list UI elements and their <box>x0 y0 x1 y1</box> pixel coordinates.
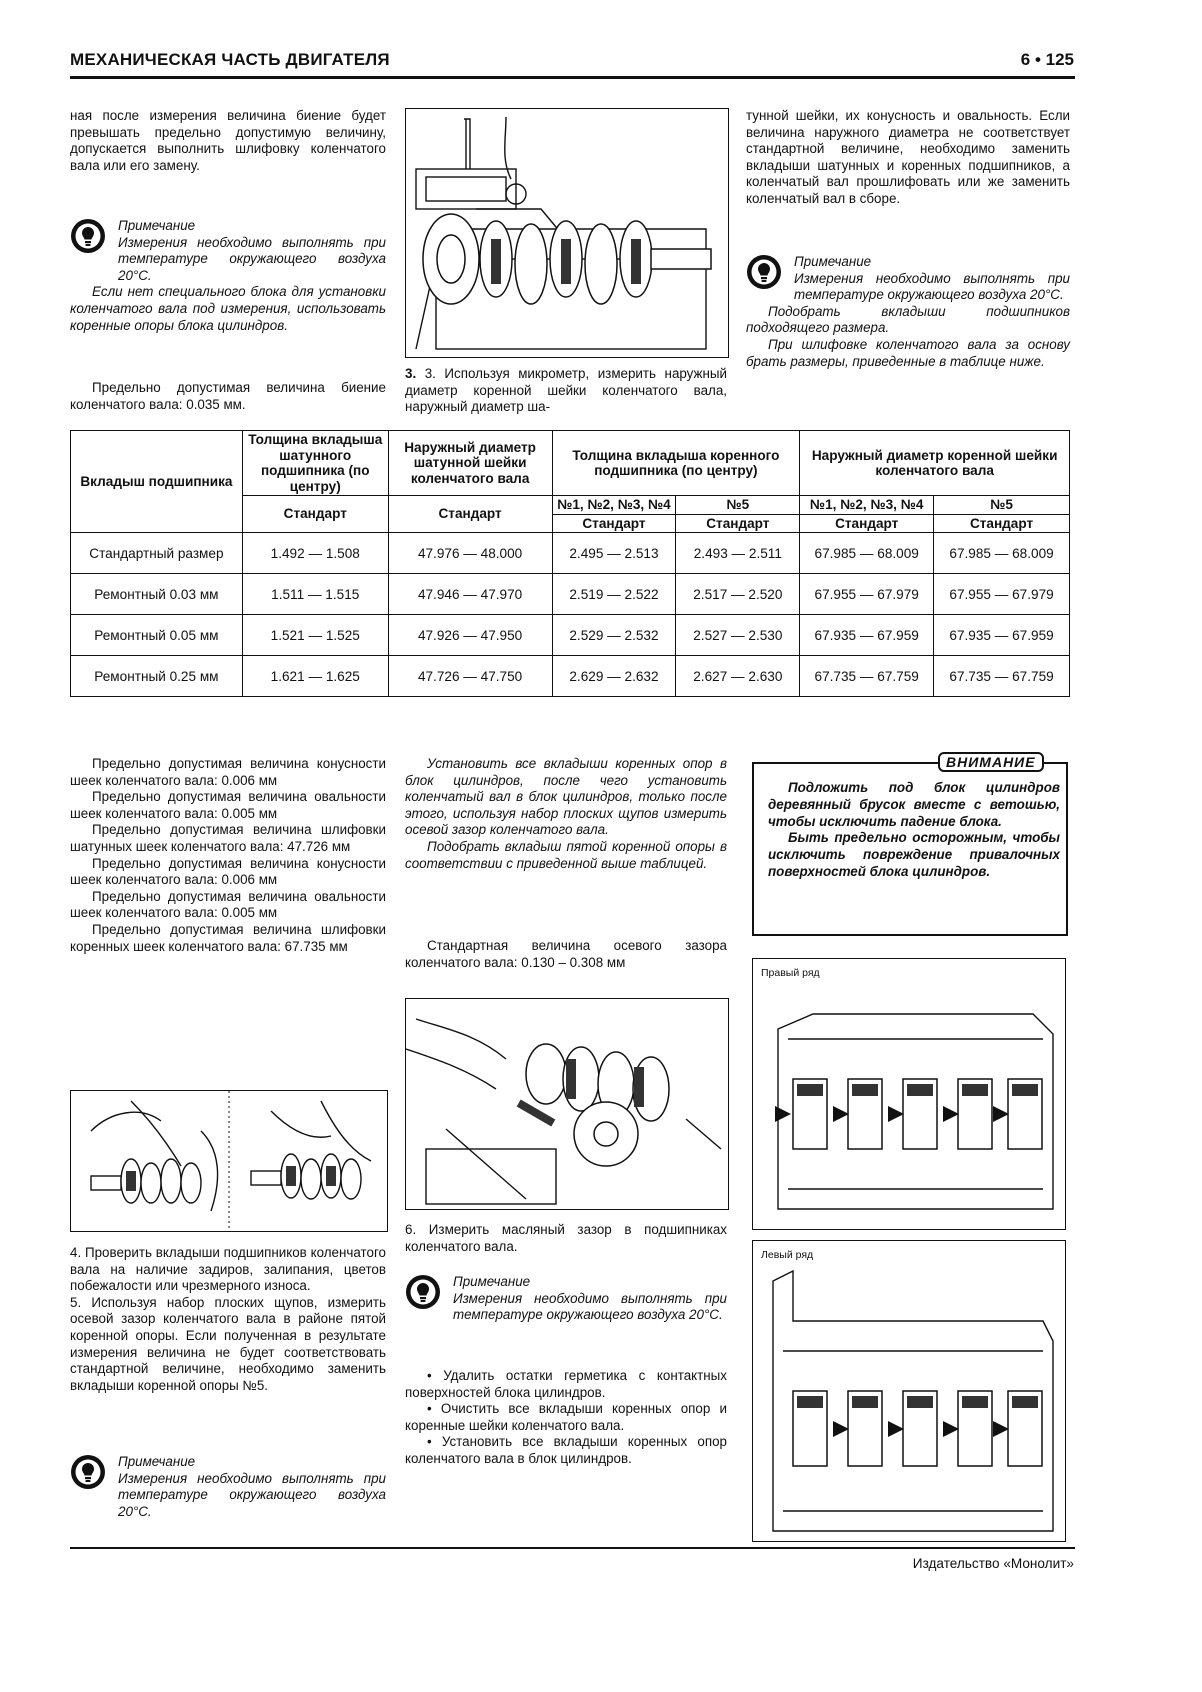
cell: 1.621 — 1.625 <box>242 656 388 697</box>
bearing-spec-table <box>70 430 1070 697</box>
publisher: Издательство «Монолит» <box>912 1556 1074 1571</box>
bullet-item: • Установить все вкладыши коренных опор коленчатого вала в блок цилиндров. <box>405 1434 727 1466</box>
lightbulb-icon <box>746 254 782 290</box>
page-header-title: МЕХАНИЧЕСКАЯ ЧАСТЬ ДВИГАТЕЛЯ <box>70 50 390 69</box>
cell: 67.935 — 67.959 <box>934 615 1070 656</box>
col3-paragraph: тунной шейки, их конусность и овальность. Если величина наружного диаметра не соответствует стандартной величине, необходимо заменить вкладыши шатунных и коренных подшипников, а коленчатый вал прошлифовать или же заменить коленчатый вал в сборе. <box>746 108 1070 206</box>
th-pin-diameter: Наружный диаметр шатунной шейки коленчатого вала <box>388 431 552 496</box>
th-n5: №5 <box>676 496 800 515</box>
install-paragraph: Установить все вкладыши коренных опор в блок цилиндров, после чего установить коленчатый вал в блок цилиндров, только после этого, используя набор плоских щупов измерить осевой зазор коленчатого вала. <box>405 756 727 838</box>
warning-text <box>768 780 1060 881</box>
step3-text: 3. Используя микрометр, измерить наружный диаметр коренной шейки коленчатого вала, наружный диаметр ша- <box>405 366 727 415</box>
cell: 67.985 — 68.009 <box>800 533 934 574</box>
cell: 2.627 — 2.630 <box>676 656 800 697</box>
table-row <box>71 533 1070 574</box>
cell: 47.976 — 48.000 <box>388 533 552 574</box>
cell: 47.946 — 47.970 <box>388 574 552 615</box>
table-row <box>71 656 1070 697</box>
cell: 67.985 — 68.009 <box>934 533 1070 574</box>
table-row <box>71 615 1070 656</box>
row-label: Стандартный размер <box>71 533 243 574</box>
left-bank-figure <box>752 1240 1066 1542</box>
micrometer-figure <box>405 108 729 358</box>
step5-text: 5. Используя набор плоских щупов, измерить осевой зазор коленчатого вала в районе пятой коренной опоры. Если полученная в результате измерения величина не будет соответствовать стандартной величине, необходимо заменить вкладыши коренной опоры №5. <box>70 1294 386 1393</box>
note-body-2: Подобрать вкладыши подшипников подходящего размера. <box>746 303 1070 336</box>
th-n1234: №1, №2, №3, №4 <box>800 496 934 515</box>
step4-text: 4. Проверить вкладыши подшипников коленчатого вала на наличие задиров, залипания, цветов побежалости или чрезмерного износа. <box>70 1245 386 1294</box>
note-title: Примечание <box>118 1454 196 1469</box>
crankshaft-check-figure <box>70 1090 388 1232</box>
note-body: Измерения необходимо выполнять при температуре окружающего воздуха 20°C. <box>118 234 386 283</box>
th-standard: Стандарт <box>934 514 1070 533</box>
cell: 67.955 — 67.979 <box>800 574 934 615</box>
cell: 2.527 — 2.530 <box>676 615 800 656</box>
th-standard: Стандарт <box>676 514 800 533</box>
note-title: Примечание <box>118 218 196 233</box>
cell: 2.517 — 2.520 <box>676 574 800 615</box>
cell: 2.495 — 2.513 <box>552 533 676 574</box>
cell: 67.955 — 67.979 <box>934 574 1070 615</box>
cell: 67.735 — 67.759 <box>800 656 934 697</box>
cell: 67.935 — 67.959 <box>800 615 934 656</box>
note-body: Измерения необходимо выполнять при температуре окружающего воздуха 20°C. <box>453 1290 727 1323</box>
page-number: 6 • 125 <box>1020 50 1074 69</box>
note-block <box>746 254 1070 370</box>
th-journal-diameter: Наружный диаметр коренной шейки коленчатого вала <box>800 431 1070 496</box>
limit-ovality: Предельно допустимая величина овальности шеек коленчатого вала: 0.005 мм <box>70 789 386 821</box>
right-bank-figure <box>752 958 1066 1230</box>
th-n1234: №1, №2, №3, №4 <box>552 496 676 515</box>
col1-runout-limit: Предельно допустимая величина биение коленчатого вала: 0.035 мм. <box>70 380 386 412</box>
col2-bullets <box>405 1368 727 1468</box>
th-standard: Стандарт <box>242 496 388 533</box>
bullet-item: • Очистить все вкладыши коренных опор и коренные шейки коленчатого вала. <box>405 1401 727 1433</box>
cell: 2.629 — 2.632 <box>552 656 676 697</box>
limit-pin-grind: Предельно допустимая величина шлифовки шатунных шеек коленчатого вала: 47.726 мм <box>70 822 386 854</box>
cell: 1.492 — 1.508 <box>242 533 388 574</box>
step6-text: 6. Измерить масляный зазор в подшипниках коленчатого вала. <box>405 1222 727 1254</box>
note-body-2: Если нет специального блока для установки коленчатого вала под измерения, использовать коренные опоры блока цилиндров. <box>70 284 386 333</box>
left-bank-label: Левый ряд <box>761 1249 814 1261</box>
th-bearing: Вкладыш подшипника <box>71 431 243 533</box>
th-standard: Стандарт <box>800 514 934 533</box>
bullet-item: • Удалить остатки герметика с контактных поверхностей блока цилиндров. <box>405 1368 727 1400</box>
note-block <box>70 1454 386 1520</box>
cell: 1.511 — 1.515 <box>242 574 388 615</box>
note-title: Примечание <box>794 254 872 269</box>
note-block <box>405 1274 727 1324</box>
warning-line-2: Быть предельно осторожным, чтобы исключить повреждение привалочных поверхностей блока цилиндров. <box>768 830 1060 879</box>
footer-rule <box>70 1547 1075 1549</box>
th-standard: Стандарт <box>388 496 552 533</box>
th-n5: №5 <box>934 496 1070 515</box>
note-title: Примечание <box>453 1274 531 1289</box>
th-standard: Стандарт <box>552 514 676 533</box>
select-paragraph: Подобрать вкладыш пятой коренной опоры в соответствии с приведенной выше таблицей. <box>405 838 727 871</box>
col1-paragraph: ная после измерения величина биение будет превышать предельно допустимую величину, допускается выполнить шлифовку коленчатого вала или его замену. <box>70 108 386 173</box>
row-label: Ремонтный 0.25 мм <box>71 656 243 697</box>
warning-label: ВНИМАНИЕ <box>938 752 1044 772</box>
th-conrod-thickness: Толщина вкладыша шатунного подшипника (по центру) <box>242 431 388 496</box>
limit-taper: Предельно допустимая величина конусности шеек коленчатого вала: 0.006 мм <box>70 756 386 788</box>
note-block <box>70 218 386 334</box>
lightbulb-icon <box>70 1454 106 1490</box>
lightbulb-icon <box>405 1274 441 1310</box>
cell: 47.926 — 47.950 <box>388 615 552 656</box>
row-label: Ремонтный 0.03 мм <box>71 574 243 615</box>
step3-caption: 3. 3. Используя микрометр, измерить наружный диаметр коренной шейки коленчатого вала, наружный диаметр ша- <box>405 366 727 415</box>
table-row <box>71 574 1070 615</box>
limit-taper: Предельно допустимая величина конусности шеек коленчатого вала: 0.006 мм <box>70 855 386 888</box>
axial-clearance-standard: Стандартная величина осевого зазора коленчатого вала: 0.130 – 0.308 мм <box>405 938 727 970</box>
col2-italic-block <box>405 756 727 872</box>
row-label: Ремонтный 0.05 мм <box>71 615 243 656</box>
cell: 2.519 — 2.522 <box>552 574 676 615</box>
lightbulb-icon <box>70 218 106 254</box>
cell: 1.521 — 1.525 <box>242 615 388 656</box>
col1-limits <box>70 756 386 955</box>
note-body-3: При шлифовке коленчатого вала за основу брать размеры, приведенные в таблице ниже. <box>746 336 1070 369</box>
cell: 67.735 — 67.759 <box>934 656 1070 697</box>
cell: 2.493 — 2.511 <box>676 533 800 574</box>
warning-line-1: Подложить под блок цилиндров деревянный брусок вместе с ветошью, чтобы исключить падение блока. <box>768 780 1060 829</box>
right-bank-label: Правый ряд <box>761 967 820 979</box>
col1-steps <box>70 1245 386 1394</box>
cell: 2.529 — 2.532 <box>552 615 676 656</box>
note-body: Измерения необходимо выполнять при температуре окружающего воздуха 20°C. <box>118 1470 386 1519</box>
header-rule <box>70 76 1075 79</box>
limit-ovality: Предельно допустимая величина овальности шеек коленчатого вала: 0.005 мм <box>70 888 386 921</box>
th-main-thickness: Толщина вкладыша коренного подшипника (по центру) <box>552 431 800 496</box>
note-body: Измерения необходимо выполнять при температуре окружающего воздуха 20°C. <box>794 270 1070 303</box>
cell: 47.726 — 47.750 <box>388 656 552 697</box>
feeler-gauge-figure <box>405 998 729 1210</box>
limit-journal-grind: Предельно допустимая величина шлифовки коренных шеек коленчатого вала: 67.735 мм <box>70 921 386 954</box>
